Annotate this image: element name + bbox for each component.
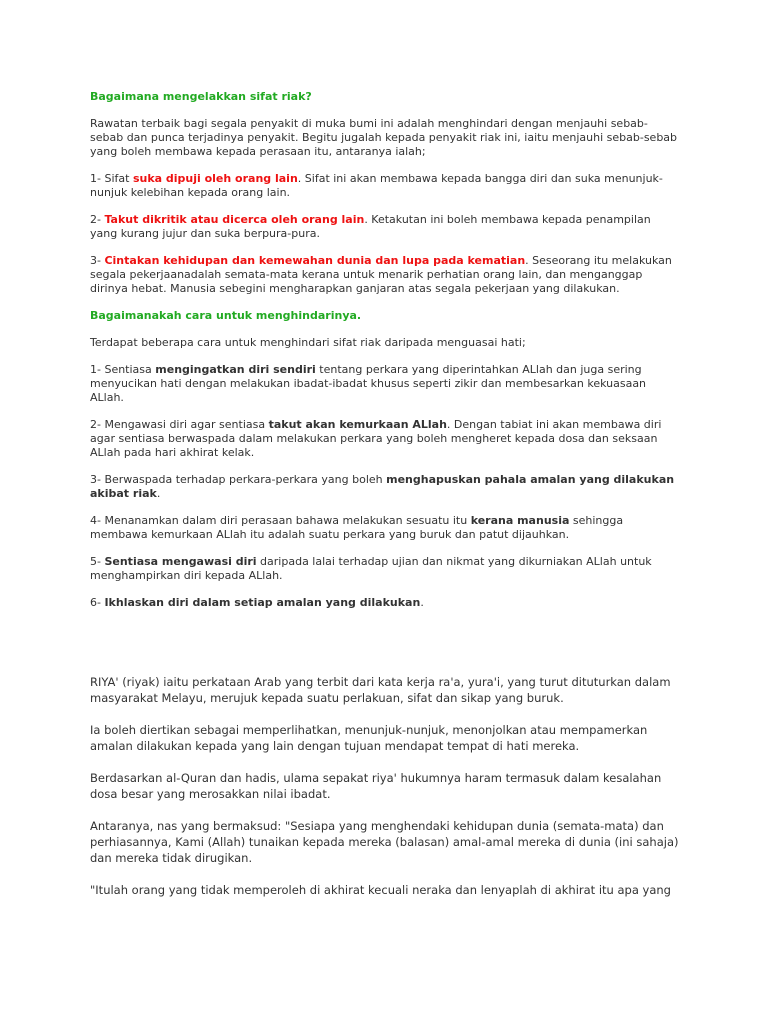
article-part-1 — [90, 90, 680, 610]
item-text: . — [156, 487, 161, 500]
heading-how-to-avoid: Bagaimanakah cara untuk menghindarinya. — [90, 309, 362, 322]
bold-text: kerana manusia — [470, 514, 570, 527]
item-text: sehingga membawa kemurkaan ALlah itu adalah suatu perkara yang buruk dan patut dijauhkan. — [90, 514, 624, 541]
way-item-1 — [90, 363, 680, 405]
cause-item-3 — [90, 254, 680, 296]
highlight-text: suka dipuji oleh orang lain — [132, 172, 298, 185]
item-prefix: 2- — [90, 213, 105, 226]
way-item-3 — [90, 473, 680, 501]
item-text: tentang perkara yang diperintahkan ALlah dan juga sering menyucikan hati dengan melakukan ibadat-ibadat khusus seperti zikir dan membesarkan kekuasaan ALlah. — [90, 363, 647, 404]
cause-item-1 — [90, 172, 680, 200]
intro-paragraph-2: Terdapat beberapa cara untuk menghindari sifat riak daripada menguasai hati; — [90, 336, 526, 349]
quran-quote-continued: "Itulah orang yang tidak memperoleh di akhirat kecuali neraka dan lenyaplah di akhirat itu apa yang — [90, 883, 671, 897]
highlight-text: Takut dikritik atau dicerca oleh orang lain — [104, 213, 365, 226]
quran-quote-paragraph: Antaranya, nas yang bermaksud: "Sesiapa yang menghendaki kehidupan dunia (semata-mata) dan perhiasannya, Kami (Allah) tunaikan kepada mereka (balasan) amal-amal mereka di dunia (ini sahaja) dan mereka tidak dirugikan. — [90, 819, 679, 865]
way-item-5 — [90, 555, 680, 583]
bold-text: mengingatkan diri sendiri — [155, 363, 316, 376]
way-item-4 — [90, 514, 680, 542]
riya-meaning-paragraph: Ia boleh diertikan sebagai memperlihatkan, menunjuk-nunjuk, menonjolkan atau mempamerkan amalan dilakukan kepada yang lain dengan tujuan mendapat tempat di hati mereka. — [90, 723, 648, 753]
item-prefix: 4- Menanamkan dalam diri perasaan bahawa melakukan sesuatu itu — [90, 514, 471, 527]
bold-text: Ikhlaskan diri dalam setiap amalan yang dilakukan — [104, 596, 421, 609]
highlight-text: Cintakan kehidupan dan kemewahan dunia dan lupa pada kematian — [104, 254, 526, 267]
item-prefix: 3- — [90, 254, 105, 267]
bold-text: menghapuskan pahala amalan yang dilakukan akibat riak — [90, 473, 675, 500]
intro-paragraph: Rawatan terbaik bagi segala penyakit di muka bumi ini adalah menghindari dengan menjauhi sebab-sebab dan punca terjadinya penyakit. Begitu jugalah kepada penyakit riak ini, iaitu menjauhi sebab-sebab yang boleh membawa kepada perasaan itu, antaranya ialah; — [90, 117, 678, 158]
item-text: . Sifat ini akan membawa kepada bangga diri dan suka menunjuk-nunjuk kelebihan kepada orang lain. — [90, 172, 663, 199]
item-text: daripada lalai terhadap ujian dan nikmat yang dikurniakan ALlah untuk menghampirkan diri kepada ALlah. — [90, 555, 652, 582]
item-prefix: 1- Sentiasa — [90, 363, 156, 376]
cause-item-2 — [90, 213, 680, 241]
article-part-2 — [90, 674, 690, 898]
way-item-6 — [90, 596, 680, 610]
item-text: . Seseorang itu melakukan segala pekerjaanadalah semata-mata kerana untuk menarik perhatian orang lain, dan menganggap dirinya hebat. Manusia sebegini mengharapkan ganjaran atas segala pekerjaan yang dilakukan. — [90, 254, 672, 295]
item-prefix: 5- — [90, 555, 105, 568]
item-text: . Ketakutan ini boleh membawa kepada penampilan yang kurang jujur dan suka berpura-pura. — [90, 213, 651, 240]
item-prefix: 1- Sifat — [90, 172, 133, 185]
item-text: . — [420, 596, 424, 609]
item-text: . Dengan tabiat ini akan membawa diri agar sentiasa berwaspada dalam melakukan perkara yang boleh mengheret kepada dosa dan seksaan ALlah pada hari akhirat kelak. — [90, 418, 662, 459]
way-item-2 — [90, 418, 680, 460]
riya-ruling-paragraph: Berdasarkan al-Quran dan hadis, ulama sepakat riya' hukumnya haram termasuk dalam kesalahan dosa besar yang merosakkan nilai ibadat. — [90, 771, 662, 801]
bold-text: takut akan kemurkaan ALlah — [268, 418, 447, 431]
item-prefix: 2- Mengawasi diri agar sentiasa — [90, 418, 269, 431]
item-prefix: 6- — [90, 596, 105, 609]
heading-avoid-riak: Bagaimana mengelakkan sifat riak? — [90, 90, 312, 103]
riya-definition-paragraph: RIYA' (riyak) iaitu perkataan Arab yang terbit dari kata kerja ra'a, yura'i, yang turut dituturkan dalam masyarakat Melayu, merujuk kepada suatu perlakuan, sifat dan sikap yang buruk. — [90, 675, 671, 705]
bold-text: Sentiasa mengawasi diri — [104, 555, 257, 568]
item-prefix: 3- Berwaspada terhadap perkara-perkara yang boleh — [90, 473, 387, 486]
